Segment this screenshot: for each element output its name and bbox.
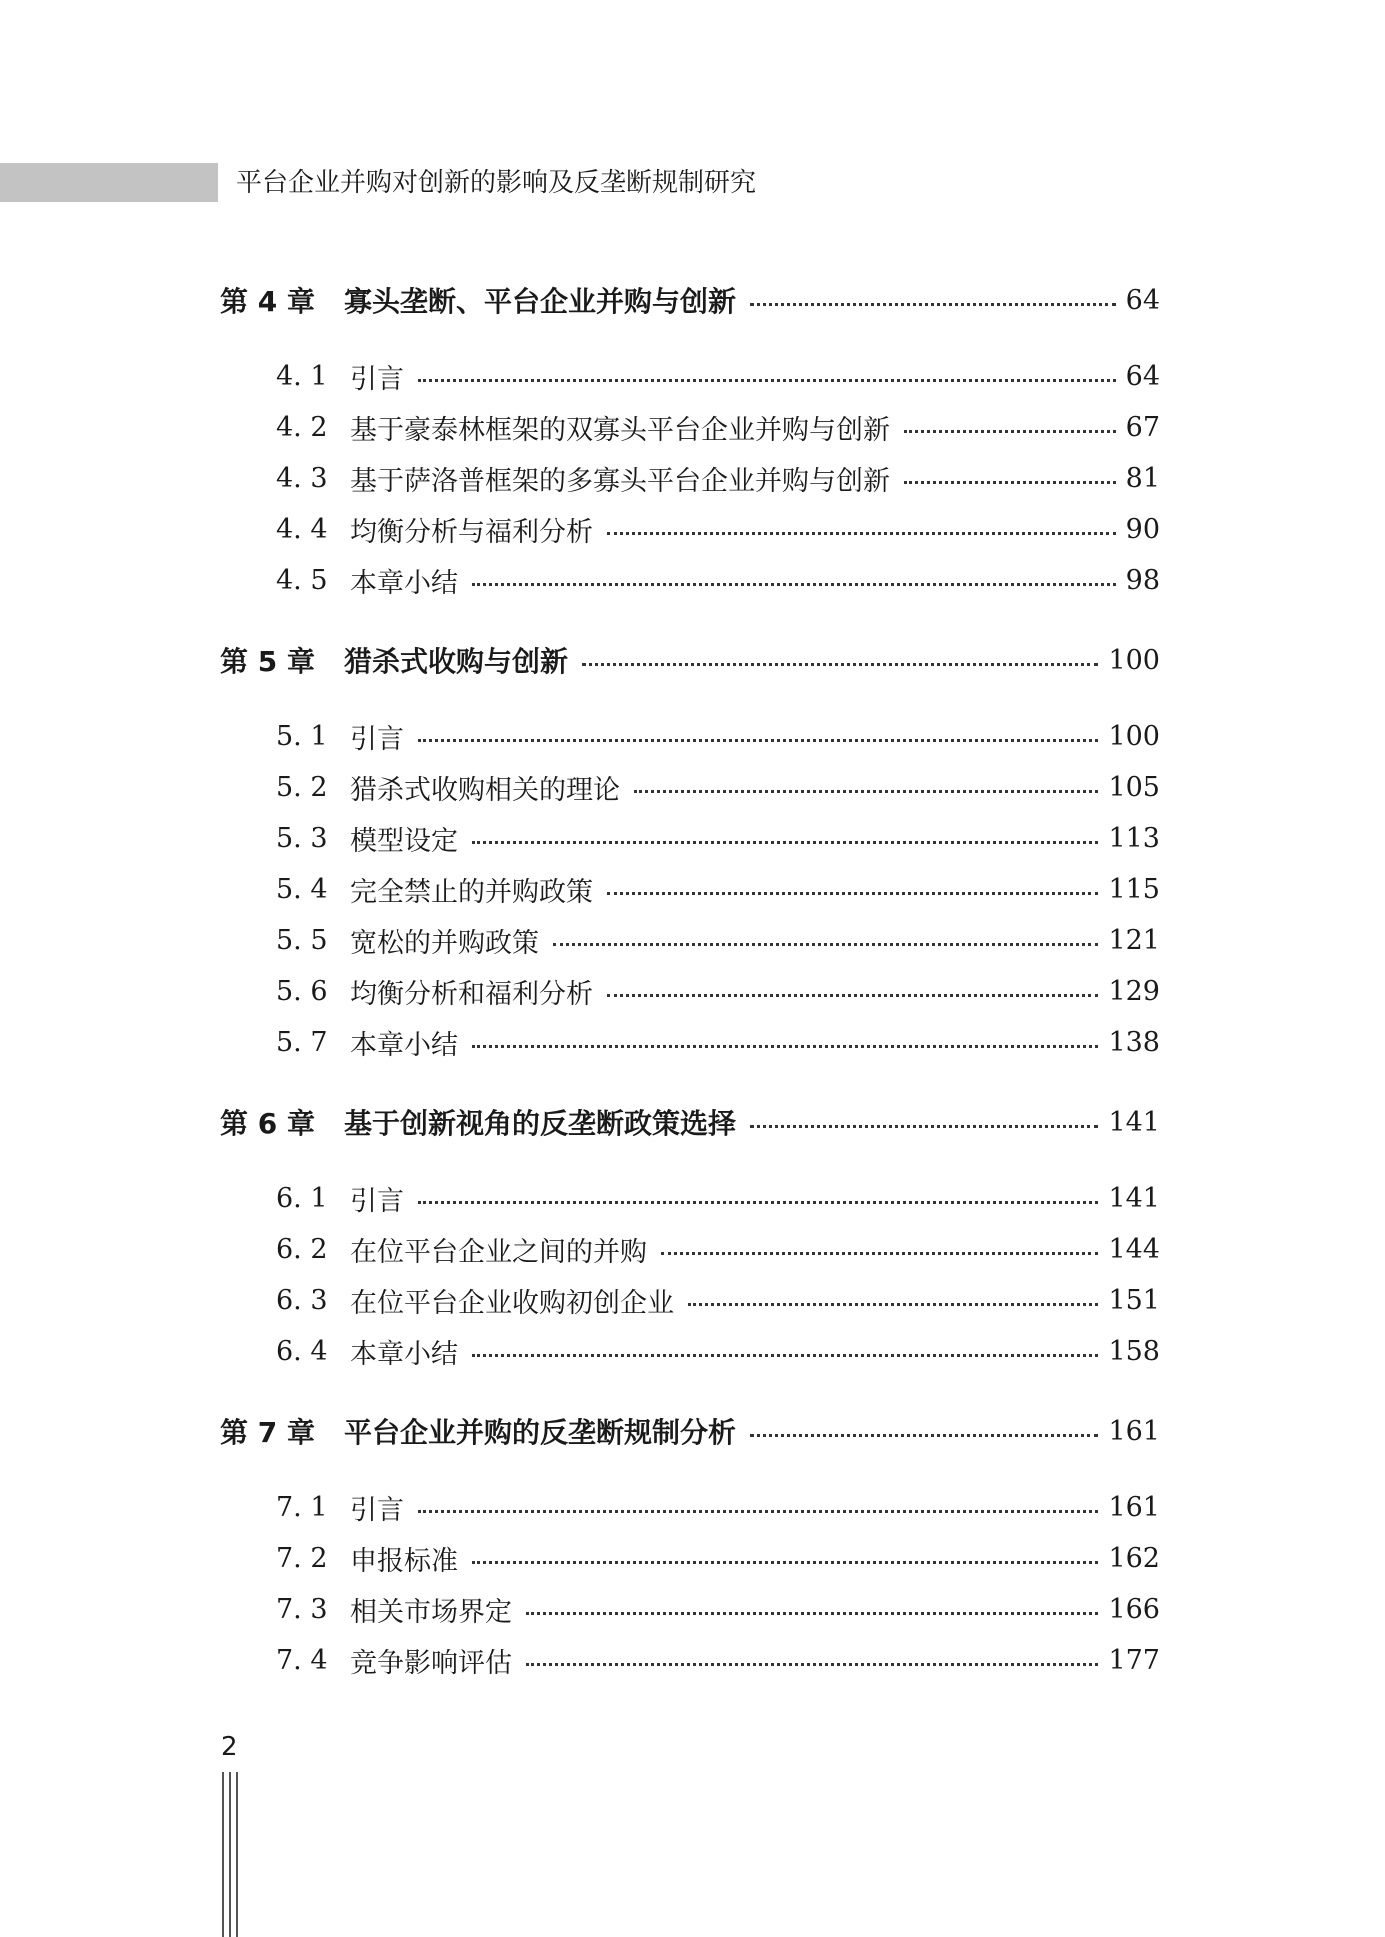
toc-section-entry <box>276 407 1160 447</box>
toc-entry-number: 5. 6 <box>276 975 328 1007</box>
toc-entry-page: 105 <box>1108 771 1160 803</box>
toc-entry-page: 98 <box>1125 564 1160 596</box>
toc-entry-title: 申报标准 <box>350 1545 458 1577</box>
running-header-title: 平台企业并购对创新的影响及反垄断规制研究 <box>236 168 757 198</box>
toc-entry-title: 竞争影响评估 <box>350 1647 512 1679</box>
dot-leader <box>904 481 1116 484</box>
toc-section-entry <box>276 869 1160 909</box>
dot-leader <box>750 1125 1098 1128</box>
dot-leader <box>582 663 1098 666</box>
dot-leader <box>472 1561 1098 1564</box>
toc-entry-page: 158 <box>1108 1335 1160 1367</box>
toc-entry-page: 129 <box>1108 975 1160 1007</box>
dot-leader <box>634 790 1098 793</box>
toc-entry-number: 5. 7 <box>276 1026 328 1058</box>
toc-entry-title: 基于创新视角的反垄断政策选择 <box>344 1107 737 1140</box>
dot-leader <box>526 1612 1098 1615</box>
toc-entry-page: 144 <box>1108 1233 1160 1265</box>
toc-entry-number: 5. 5 <box>276 924 328 956</box>
toc-entry-page: 138 <box>1108 1026 1160 1058</box>
toc-entry-page: 81 <box>1125 462 1160 494</box>
toc-section-entry <box>276 509 1160 549</box>
toc-entry-page: 161 <box>1108 1491 1160 1523</box>
toc-section-entry <box>276 1640 1160 1680</box>
toc-section-entry <box>276 1331 1160 1371</box>
toc-entry-number: 第 5 章 <box>220 645 315 678</box>
toc-entry-page: 64 <box>1125 360 1160 392</box>
toc-entry-number: 6. 1 <box>276 1182 328 1214</box>
toc-entry-title: 模型设定 <box>350 825 458 857</box>
toc-entry-title: 本章小结 <box>350 1338 458 1370</box>
toc-entry-number: 4. 5 <box>276 564 328 596</box>
toc-entry-title: 均衡分析和福利分析 <box>350 978 593 1010</box>
toc-entry-page: 90 <box>1125 513 1160 545</box>
toc-entry-page: 64 <box>1125 284 1160 316</box>
toc-entry-title: 引言 <box>350 363 404 395</box>
toc-section-entry <box>276 1178 1160 1218</box>
dot-leader <box>526 1663 1098 1666</box>
dot-leader <box>607 532 1116 535</box>
toc-entry-number: 第 4 章 <box>220 285 315 318</box>
toc-entry-page: 115 <box>1108 873 1160 905</box>
dot-leader <box>750 303 1116 306</box>
toc-entry-page: 67 <box>1125 411 1160 443</box>
dot-leader <box>472 1354 1098 1357</box>
toc-entry-page: 166 <box>1108 1593 1160 1625</box>
toc-chapter-entry <box>220 640 1160 680</box>
toc-section-entry <box>276 767 1160 807</box>
page-number: 2 <box>221 1732 238 1762</box>
dot-leader <box>472 583 1116 586</box>
toc-entry-title: 引言 <box>350 1185 404 1217</box>
toc-entry-title: 完全禁止的并购政策 <box>350 876 593 908</box>
toc-entry-number: 5. 2 <box>276 771 328 803</box>
toc-entry-number: 第 7 章 <box>220 1416 315 1449</box>
toc-entry-number: 6. 3 <box>276 1284 328 1316</box>
toc-entry-number: 7. 3 <box>276 1593 328 1625</box>
toc-entry-page: 121 <box>1108 924 1160 956</box>
toc-entry-page: 177 <box>1108 1644 1160 1676</box>
dot-leader <box>750 1434 1098 1437</box>
toc-entry-number: 6. 4 <box>276 1335 328 1367</box>
toc-entry-page: 141 <box>1108 1106 1160 1138</box>
dot-leader <box>472 1045 1098 1048</box>
dot-leader <box>904 430 1116 433</box>
toc-entry-title: 平台企业并购的反垄断规制分析 <box>344 1416 737 1449</box>
toc-entry-number: 7. 1 <box>276 1491 328 1523</box>
toc-entry-title: 在位平台企业收购初创企业 <box>350 1287 674 1319</box>
dot-leader <box>418 1510 1098 1513</box>
toc-section-entry <box>276 716 1160 756</box>
toc-entry-number: 第 6 章 <box>220 1107 315 1140</box>
margin-rule <box>222 1772 224 1937</box>
toc-section-entry <box>276 818 1160 858</box>
dot-leader <box>607 994 1098 997</box>
toc-entry-title: 本章小结 <box>350 1029 458 1061</box>
toc-entry-title: 基于萨洛普框架的多寡头平台企业并购与创新 <box>350 465 890 497</box>
toc-entry-number: 6. 2 <box>276 1233 328 1265</box>
dot-leader <box>661 1252 1098 1255</box>
dot-leader <box>418 379 1116 382</box>
margin-rule <box>236 1772 238 1937</box>
header-bar <box>0 163 218 202</box>
toc-chapter-entry <box>220 1411 1160 1451</box>
dot-leader <box>553 943 1098 946</box>
dot-leader <box>688 1303 1098 1306</box>
toc-section-entry <box>276 971 1160 1011</box>
dot-leader <box>607 892 1098 895</box>
toc-entry-title: 引言 <box>350 723 404 755</box>
toc-section-entry <box>276 1538 1160 1578</box>
toc-entry-page: 162 <box>1108 1542 1160 1574</box>
toc-entry-page: 141 <box>1108 1182 1160 1214</box>
toc-entry-title: 猎杀式收购相关的理论 <box>350 774 620 806</box>
toc-entry-title: 宽松的并购政策 <box>350 927 539 959</box>
toc-entry-number: 5. 4 <box>276 873 328 905</box>
toc-section-entry <box>276 560 1160 600</box>
toc-entry-number: 7. 2 <box>276 1542 328 1574</box>
toc-entry-number: 7. 4 <box>276 1644 328 1676</box>
toc-entry-number: 5. 1 <box>276 720 328 752</box>
toc-entry-page: 161 <box>1108 1415 1160 1447</box>
toc-entry-title: 在位平台企业之间的并购 <box>350 1236 647 1268</box>
toc-section-entry <box>276 458 1160 498</box>
toc-section-entry <box>276 1280 1160 1320</box>
toc-entry-number: 5. 3 <box>276 822 328 854</box>
toc-section-entry <box>276 1229 1160 1269</box>
toc-chapter-entry <box>220 280 1160 320</box>
toc-section-entry <box>276 356 1160 396</box>
toc-entry-title: 猎杀式收购与创新 <box>344 645 569 678</box>
toc-entry-title: 基于豪泰林框架的双寡头平台企业并购与创新 <box>350 414 890 446</box>
dot-leader <box>472 841 1098 844</box>
toc-entry-number: 4. 4 <box>276 513 328 545</box>
toc-entry-page: 100 <box>1108 644 1160 676</box>
toc-section-entry <box>276 1487 1160 1527</box>
dot-leader <box>418 1201 1098 1204</box>
toc-entry-title: 相关市场界定 <box>350 1596 512 1628</box>
margin-rule <box>229 1772 231 1937</box>
toc-section-entry <box>276 920 1160 960</box>
toc-entry-number: 4. 1 <box>276 360 328 392</box>
toc-entry-number: 4. 3 <box>276 462 328 494</box>
toc-entry-number: 4. 2 <box>276 411 328 443</box>
toc-entry-page: 100 <box>1108 720 1160 752</box>
toc-chapter-entry <box>220 1102 1160 1142</box>
toc-section-entry <box>276 1022 1160 1062</box>
dot-leader <box>418 739 1098 742</box>
toc-entry-page: 113 <box>1108 822 1160 854</box>
toc-entry-title: 本章小结 <box>350 567 458 599</box>
toc-entry-title: 寡头垄断、平台企业并购与创新 <box>344 285 737 318</box>
toc-section-entry <box>276 1589 1160 1629</box>
toc-entry-page: 151 <box>1108 1284 1160 1316</box>
toc-entry-title: 均衡分析与福利分析 <box>350 516 593 548</box>
toc-entry-title: 引言 <box>350 1494 404 1526</box>
